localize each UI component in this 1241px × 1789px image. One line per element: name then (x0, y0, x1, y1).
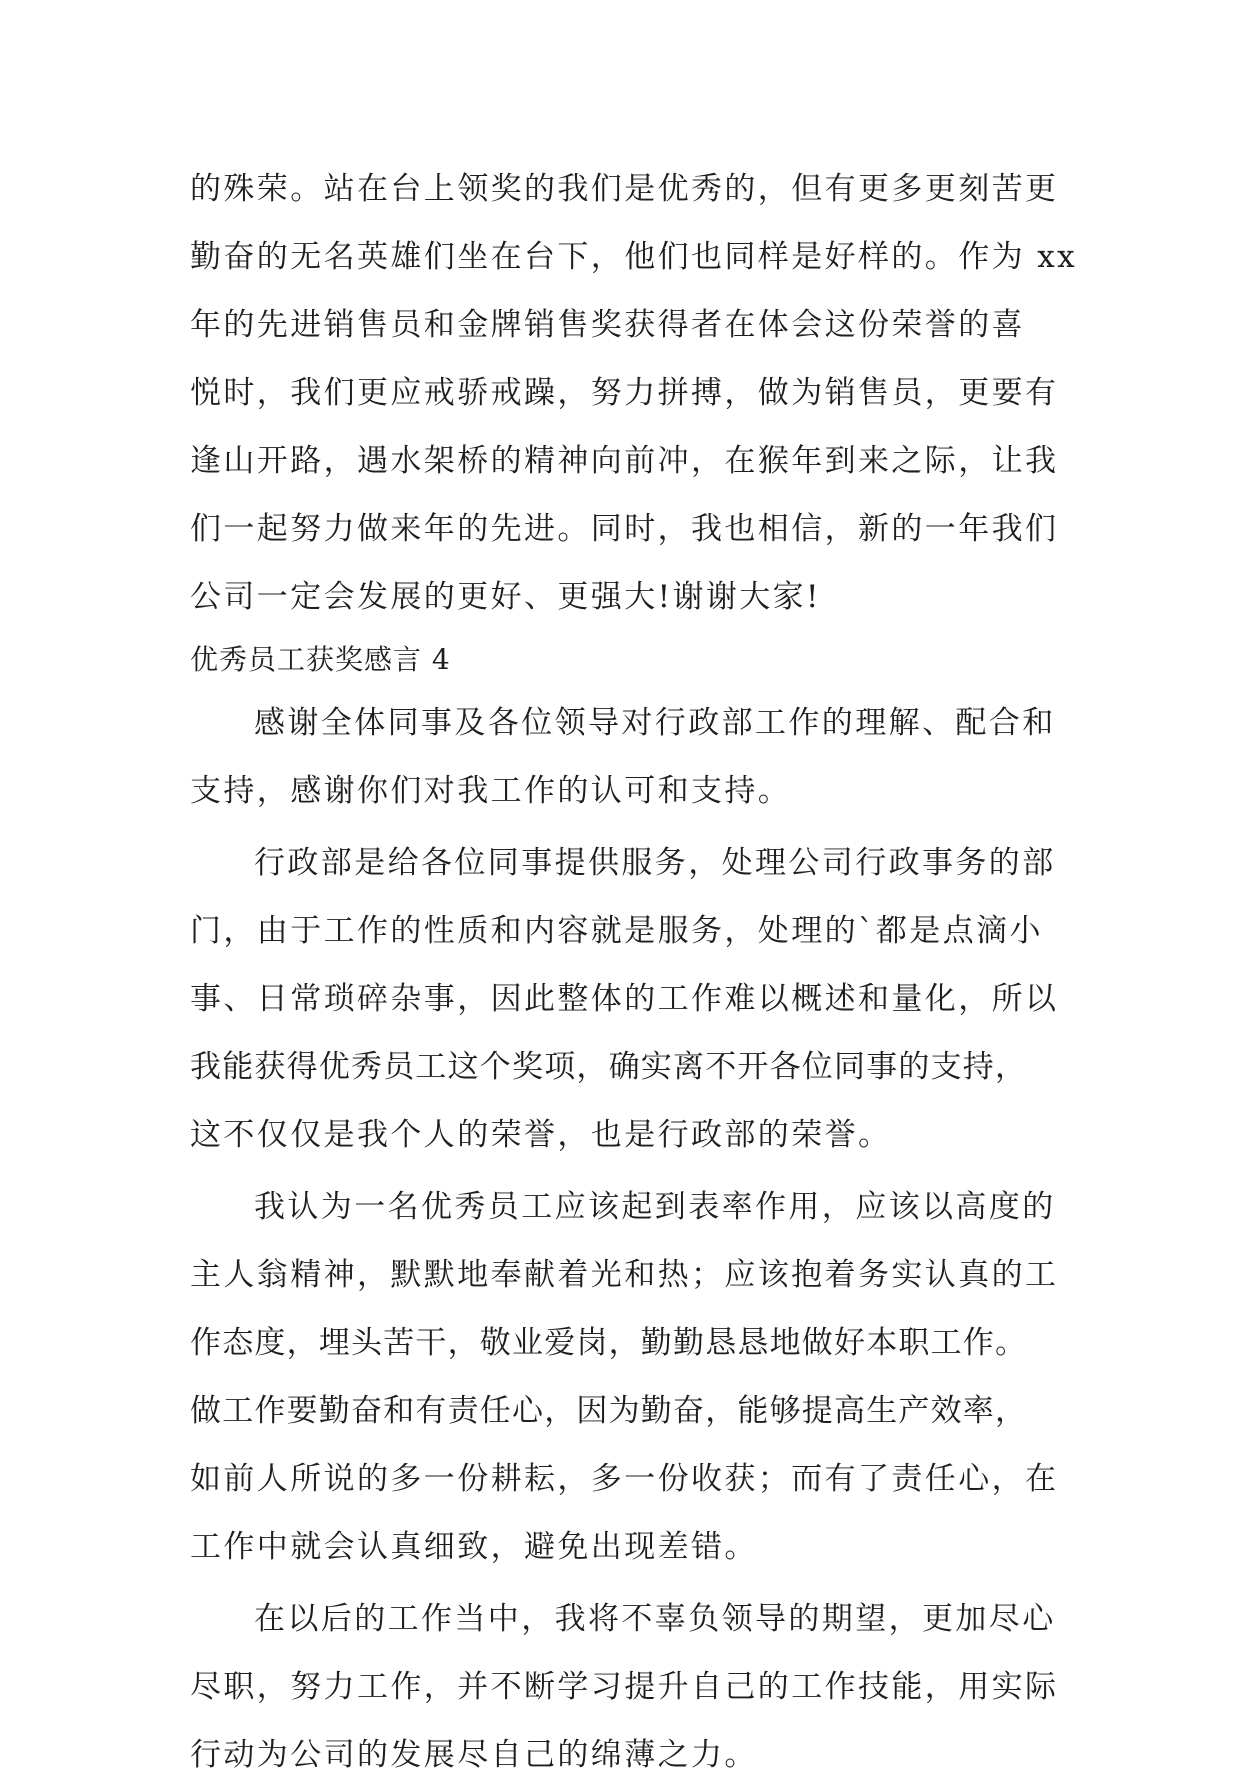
text-line: 事、日常琐碎杂事，因此整体的工作难以概述和量化，所以 (190, 981, 1059, 1017)
paragraph-2 (190, 829, 1059, 1169)
text-line: 门，由于工作的性质和内容就是服务，处理的`都是点滴小 (190, 913, 1043, 949)
paragraph-3 (190, 1173, 1059, 1581)
text-line: 作态度，埋头苦干，敬业爱岗，勤勤恳恳地做好本职工作。 (190, 1325, 1028, 1361)
text-line: 悦时，我们更应戒骄戒躁，努力拼搏，做为销售员，更要有 (190, 375, 1059, 411)
text-line: 我认为一名优秀员工应该起到表率作用，应该以高度的 (254, 1189, 1056, 1225)
text-line: 尽职，努力工作，并不断学习提升自己的工作技能，用实际 (190, 1669, 1059, 1705)
text-line: 如前人所说的多一份耕耘，多一份收获；而有了责任心，在 (190, 1461, 1059, 1497)
text-line: 工作中就会认真细致，避免出现差错。 (190, 1529, 758, 1565)
paragraph-4 (190, 1585, 1059, 1789)
text-line: 在以后的工作当中，我将不辜负领导的期望，更加尽心 (254, 1601, 1056, 1637)
text-line: 感谢全体同事及各位领导对行政部工作的理解、配合和 (254, 705, 1056, 741)
document-body (190, 155, 1078, 1789)
paragraph-1 (190, 689, 1056, 825)
text-line: 做工作要勤奋和有责任心，因为勤奋，能够提高生产效率， (190, 1393, 1028, 1429)
text-line: 们一起努力做来年的先进。同时，我也相信，新的一年我们 (190, 511, 1059, 547)
text-line: 主人翁精神，默默地奉献着光和热；应该抱着务实认真的工 (190, 1257, 1059, 1293)
text-line: 逢山开路，遇水架桥的精神向前冲，在猴年到来之际，让我 (190, 443, 1059, 479)
text-line: 的殊荣。站在台上领奖的我们是优秀的，但有更多更刻苦更 (190, 171, 1059, 207)
text-line: 行动为公司的发展尽自己的绵薄之力。 (190, 1737, 758, 1773)
text-line: 这不仅仅是我个人的荣誉，也是行政部的荣誉。 (190, 1117, 892, 1153)
text-line: 行政部是给各位同事提供服务，处理公司行政事务的部 (254, 845, 1056, 881)
text-line: 我能获得优秀员工这个奖项，确实离不开各位同事的支持， (190, 1049, 1028, 1085)
text-line: 公司一定会发展的更好、更强大!谢谢大家! (190, 579, 821, 615)
text-line: 勤奋的无名英雄们坐在台下，他们也同样是好样的。作为 xx (190, 239, 1078, 275)
text-line: 支持，感谢你们对我工作的认可和支持。 (190, 773, 792, 809)
text-line: 年的先进销售员和金牌销售奖获得者在体会这份荣誉的喜 (190, 307, 1025, 343)
paragraph-continued (190, 155, 1078, 631)
section-title: 优秀员工获奖感言 4 (190, 643, 451, 676)
